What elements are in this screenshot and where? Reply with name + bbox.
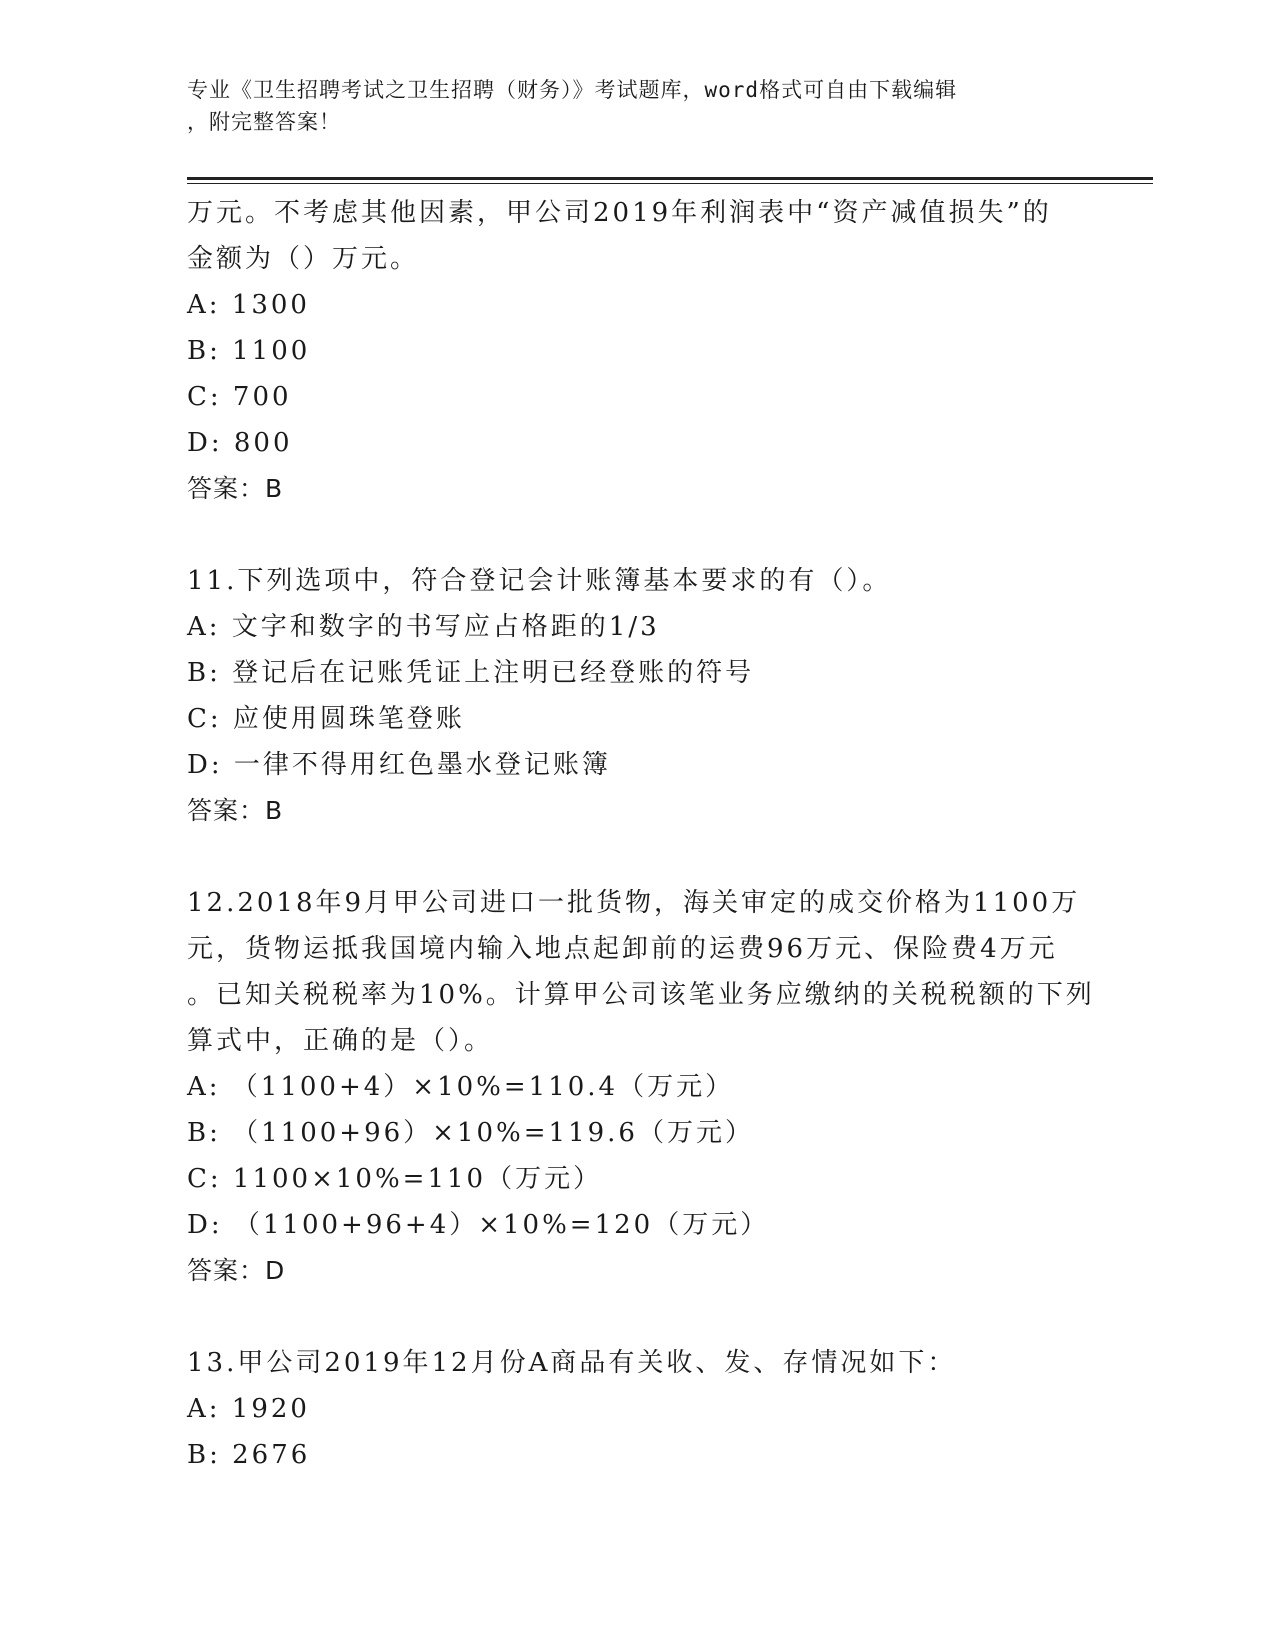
question-11 <box>187 558 1087 834</box>
option-b: B: （1100+96）×10%=119.6（万元） <box>187 1118 754 1148</box>
question-stem: 元，货物运抵我国境内输入地点起卸前的运费96万元、保险费4万元 <box>187 934 1058 964</box>
header-divider-thick <box>187 177 1153 180</box>
question-13 <box>187 1340 1087 1478</box>
question-10 <box>187 190 1087 512</box>
question-stem: 11.下列选项中，符合登记会计账簿基本要求的有（）。 <box>187 566 892 596</box>
option-a: A: 1920 <box>187 1394 310 1424</box>
option-a: A: （1100+4）×10%=110.4（万元） <box>187 1072 735 1102</box>
option-b: B: 1100 <box>187 336 311 366</box>
header-line-2: ，附完整答案！ <box>187 110 341 134</box>
option-d: D: （1100+96+4）×10%=120（万元） <box>187 1210 770 1240</box>
option-c: C: 700 <box>187 382 292 412</box>
option-d: D: 800 <box>187 428 293 458</box>
question-stem: 12.2018年9月甲公司进口一批货物，海关审定的成交价格为1100万 <box>187 888 1081 918</box>
question-12 <box>187 880 1095 1294</box>
answer: 答案：D <box>187 1256 286 1285</box>
header-divider-thin <box>187 183 1153 184</box>
question-list <box>187 190 1095 1478</box>
option-d: D: 一律不得用红色墨水登记账簿 <box>187 750 611 780</box>
question-stem: 万元。不考虑其他因素，甲公司2019年利润表中“资产减值损失”的 <box>187 198 1052 228</box>
document-header <box>187 74 1067 138</box>
question-stem: 13.甲公司2019年12月份A商品有关收、发、存情况如下： <box>187 1348 957 1378</box>
question-stem: 金额为（）万元。 <box>187 244 420 274</box>
question-stem: 算式中，正确的是（）。 <box>187 1026 494 1056</box>
header-line-1: 专业《卫生招聘考试之卫生招聘（财务）》考试题库，word格式可自由下载编辑 <box>187 78 958 102</box>
option-c: C: 应使用圆珠笔登账 <box>187 704 465 734</box>
question-stem: 。已知关税税率为10%。计算甲公司该笔业务应缴纳的关税税额的下列 <box>187 980 1095 1010</box>
option-b: B: 2676 <box>187 1440 311 1470</box>
option-a: A: 1300 <box>187 290 310 320</box>
answer: 答案：B <box>187 474 284 503</box>
option-c: C: 1100×10%=110（万元） <box>187 1164 603 1194</box>
option-b: B: 登记后在记账凭证上注明已经登账的符号 <box>187 658 755 688</box>
answer: 答案：B <box>187 796 284 825</box>
option-a: A: 文字和数字的书写应占格距的1/3 <box>187 612 660 642</box>
